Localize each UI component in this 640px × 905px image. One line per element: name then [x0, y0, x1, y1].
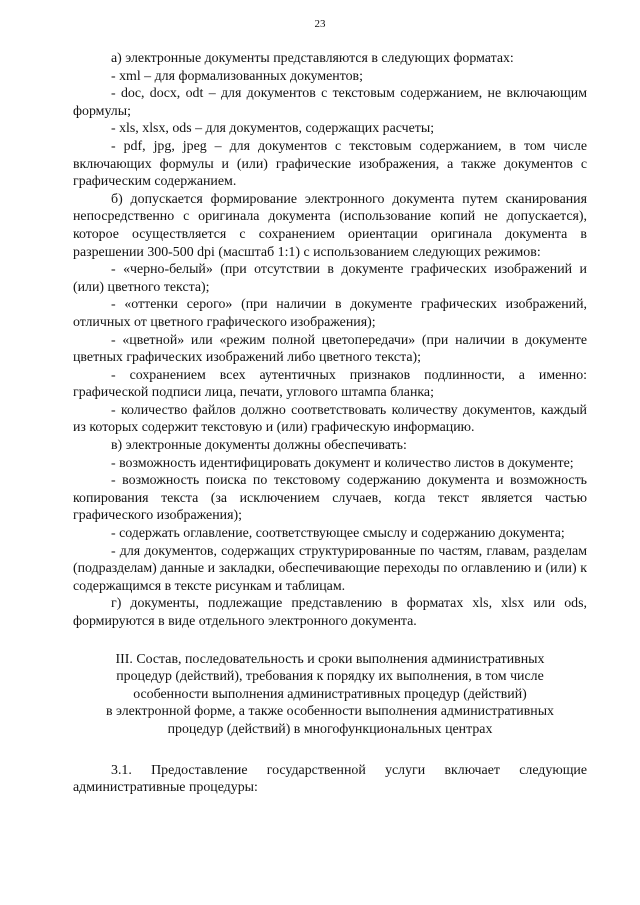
- list-item-search: - возможность поиска по текстовому содержанию документа и возможность копирования текста (за исключением случаев, когда текст является частью графического изображения);: [73, 473, 587, 524]
- page-number: 23: [314, 18, 326, 30]
- list-item-xls: - xls, xlsx, ods – для документов, содержащих расчеты;: [111, 121, 435, 137]
- list-item-identify: - возможность идентифицировать документ и количество листов в документе;: [111, 455, 574, 471]
- section-heading: [73, 651, 587, 739]
- section-heading-line: процедур (действий) в многофункциональных центрах: [167, 721, 493, 737]
- paragraph-formats-intro: а) электронные документы представляются в следующих форматах:: [111, 51, 514, 66]
- list-item-file-count: - количество файлов должно соответствовать количеству документов, каждый из которых содержит текстовую и (или) графическую информацию.: [73, 402, 587, 436]
- list-item-doc: - doc, docx, odt – для документов с текстовым содержанием, не включающим формулы;: [73, 86, 587, 119]
- list-item-color: - «цветной» или «режим полной цветопередачи» (при наличии в документе цветных графических изображений либо цветного текста);: [73, 332, 587, 366]
- list-item-black-white: - «черно-белый» (при отсутствии в документе графических изображений и (или) цветного текста);: [73, 262, 587, 295]
- list-item-structured: - для документов, содержащих структурированные по частям, главам, разделам (подразделам) данные и закладки, обеспечивающие переходы по оглавлению и (или) к содержащимся в тексте рисункам и таблицам.: [73, 543, 587, 594]
- list-item-xml: - xml – для формализованных документов;: [111, 68, 363, 84]
- paragraph-spreadsheets: г) документы, подлежащие представлению в форматах xls, xlsx или ods, формируются в виде отдельного электронного документа.: [73, 596, 587, 629]
- list-item-authenticity: - сохранением всех аутентичных признаков подлинности, а именно: графической подписи лица, печати, углового штампа бланка;: [73, 367, 587, 401]
- list-item-pdf: - pdf, jpg, jpeg – для документов с текстовым содержанием, в том числе включающих формулы и (или) графические изображения, а также документов с графическим содержанием.: [73, 138, 587, 190]
- list-item-grayscale: - «оттенки серого» (при наличии в документе графических изображений, отличных от цветного графического изображения);: [73, 297, 587, 330]
- section-heading-line: III. Состав, последовательность и сроки выполнения административных: [115, 651, 545, 667]
- list-item-toc: - содержать оглавление, соответствующее смыслу и содержанию документа;: [111, 526, 565, 542]
- section-heading-line: процедур (действий), требования к порядку их выполнения, в том числе: [116, 669, 544, 685]
- paragraph-procedures: 3.1. Предоставление государственной услуги включает следующие административные процедуры:: [73, 762, 587, 796]
- document-body: [73, 50, 587, 797]
- paragraph-scanning: б) допускается формирование электронного документа путем сканирования непосредственно с оригинала документа (использование копий не допускается), которое осуществляется с сохранением ориентации оригинала документа в разрешении 300-500 dpi (масштаб 1:1) с использованием следующих режимов:: [73, 191, 587, 260]
- section-heading-line: в электронной форме, а также особенности выполнения административных: [105, 704, 555, 720]
- paragraph-requirements: в) электронные документы должны обеспечивать:: [111, 438, 407, 454]
- section-heading-line: особенности выполнения административных процедур (действий): [133, 686, 527, 702]
